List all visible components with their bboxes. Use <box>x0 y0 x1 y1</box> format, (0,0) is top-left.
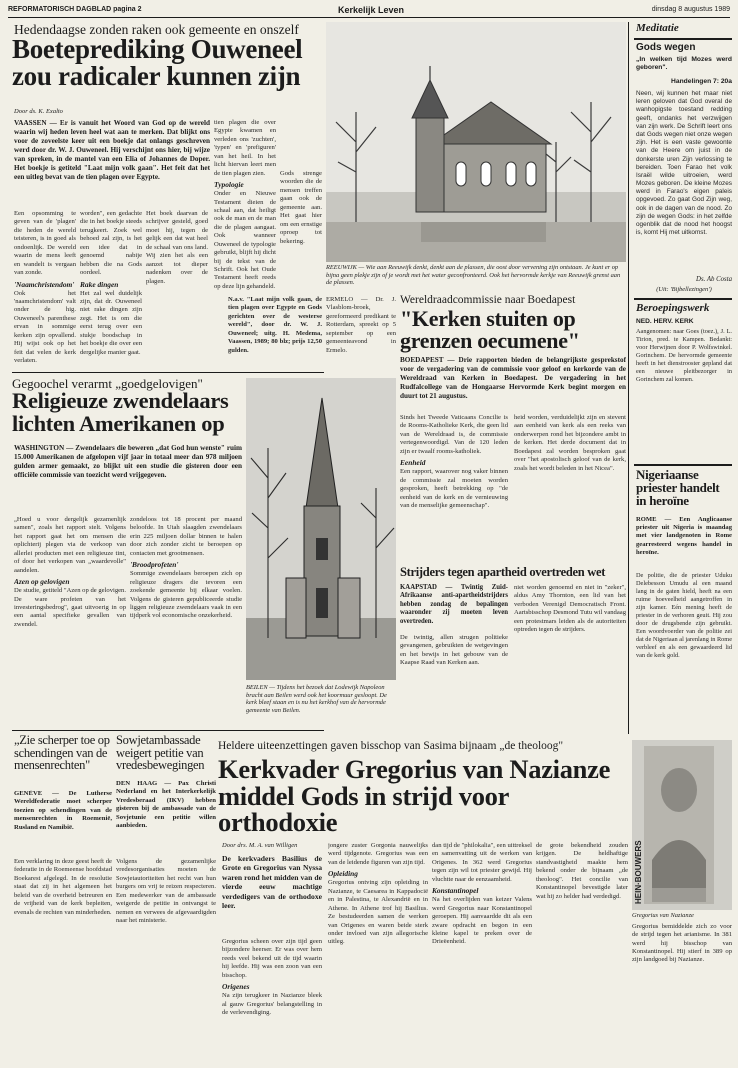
art3-lead-wrap <box>14 444 242 514</box>
art7-kicker-wrap <box>218 740 628 756</box>
art7-sub2: Origenes <box>222 982 250 992</box>
side-verse: „In welken tijd Mozes werd geboren". <box>636 56 732 72</box>
side-tab: Meditatie <box>636 22 679 34</box>
art4-kicker: Strijders tegen apartheid overtreden wet <box>400 566 606 579</box>
art4-lead: KAAPSTAD — Twintig Zuid-Afrikaanse anti-apartheidstrijders hebben zondag de bepalingen waaronder zij moeten leven overtreden. <box>400 584 508 625</box>
art7-headline-wrap <box>218 756 628 836</box>
art3-headline-wrap <box>12 390 242 442</box>
art1-sub2: Typologie <box>214 180 244 190</box>
art2-headline-wrap <box>400 308 626 356</box>
art3-col2: zondeloos tot 18 procent per maand beloofde. In Utah slaagden zwendelaars erin 225 miljoen dollar binnen te halen door zich zonder zicht te beroepen op contacten met grootmensen. 'Broodprofeten' Sommige zwendelaars beroepen zich op religieuze dragers die tevoren een zoekende gemeente bij elkaar voelen. Volgens de gisteren gepubliceerde studie liggen religieuze zwendelaars vaak in een tijdperk vol economische onzekerheid. <box>130 516 242 620</box>
church-illustration <box>326 22 626 262</box>
beroep-tab-wrap <box>636 302 732 316</box>
side-title: Gods wegen <box>636 42 696 53</box>
art2-headline: "Kerken stuiten op grenzen oecumene" <box>400 308 580 353</box>
photo-beilen-church <box>246 378 396 680</box>
art5-kicker: „Zie scherper toe op schendingen van de mensenrechten" <box>14 734 110 772</box>
art5-kicker-wrap <box>14 734 112 786</box>
beroep-tab: Beroepingswerk <box>636 302 710 314</box>
side-author: Ds. Ab Costa <box>696 276 732 283</box>
art6-lead-wrap <box>116 780 216 856</box>
art1-col4: tien plagen die over Egypte kwamen en verleden ons 'zuchten', 'typen' en 'prefiguren' van het heil. In het licht hiervan leert men de tien plagen zien. Typologie Onder en Nieuwe Testament dieien de schaal aan, dat heiligt ook de man en de man die de plagen aangaat. Ook wanneer Ouweneel de typologie gebruikt, blijft hij dicht bij de tekst van de Schrift. Ook het Oude Testament heeft reeds op deze lijn gehandeld. <box>214 119 276 290</box>
art3-rule <box>12 730 324 731</box>
bust-text-wrap: Gregorius van Nazianze Gregorius bemiddelde zich zo voor de strijd tegen het arianisme. In 381 werd hij bisschop van Konstantinopel. Hij stierf in 389 op zijn landgoed bij Nazianze. <box>632 912 732 964</box>
art1-sub1: 'Naamchristendom' <box>14 279 75 289</box>
art6-kicker: Sowjetambassade weigert petitie van vredesbewegingen <box>116 734 205 772</box>
art7-lead-wrap <box>222 854 322 936</box>
art1-lead-wrap <box>14 119 210 205</box>
bust-caption: Gregorius van Nazianze <box>632 912 694 919</box>
art2-col2: heid worden, verduidelijkt zijn en stevent aan eenheid van kerk als een reeks van onderwerpen rond het bijzondere ambt in de kerken. Het derde document dat in Boedapest zal worden besproken gaat over "het apostolisch geloof van de kerk, zoals het wordt beleden in het Nicea". <box>514 414 626 472</box>
art7-headline: Kerkvader Gregorius van Nazianze middel Gods in strijd voor orthodoxie <box>218 756 611 836</box>
art7-kicker: Heldere uiteenzettingen gaven bisschop van Sasima bijnaam „de theoloog" <box>218 740 564 752</box>
nigeria-lead: ROME — Een Anglicaanse priester uit Nigeria is maandag met vier landgenoten in Rome gearresteerd wegens handel in heroïne. <box>636 516 732 556</box>
art7-sub1: Opleiding <box>328 869 358 879</box>
nigeria-headline-wrap <box>636 468 732 514</box>
nigeria-headline: Nigeriaanse priester handelt in heroïne <box>636 468 720 508</box>
art5-lead: GENÈVE — De Lutherse Wereldfederatie moet scherper toezien op schendingen van de mensenrechten in Roemenië, Rusland en Namibië. <box>14 790 112 831</box>
art7-byline-wrap <box>222 842 322 852</box>
art7-col2: jongere zuster Gorgonia nauwelijks werd tijdgenote. Gregorius was een van de leidende figuren van zijn tijd. Opleiding Gregorius ontving zijn opleiding in Nazianze, te Caesarea in Kappadocië en in Palestina, te Alexandrië en in Athene. In Athene trof hij Basilius. Ze bestudeerden samen de werken van Origenes en waren beide sterk onder invloed van zijn allegorische uitleg. <box>328 842 428 946</box>
masthead-date: dinsdag 8 augustus 1989 <box>651 6 730 13</box>
photo-reeuwijk-church <box>326 22 626 262</box>
art4-col2: niet worden genoemd en niet in "zeker", aldus Amy Thornton, een lid van het verboden Verenigd Democratisch Front. Aartsbisschop Desmond Tutu wil vandaag een protestmars leiden als de autoriteiten optreden tegen de strijders. <box>514 584 626 634</box>
photo1-caption-wrap <box>326 264 626 290</box>
masthead <box>8 4 730 18</box>
art1-headline-wrap <box>12 36 322 108</box>
side-footer: (Uit: 'Bijbellezingen') <box>656 286 712 293</box>
art2-lead: BOEDAPEST — Drie rapporten bieden de belangrijkste gesprekstof voor de vergadering van de commissie voor geloof en kerkorde van de Wereldraad van Kerken in Boedapest. De vergadering in het Rudfalcollege van de Hongaarse Hervormde Kerk begint morgen en duurt tot 21 augustus. <box>400 356 626 400</box>
masthead-rule <box>8 17 730 18</box>
photo1-caption: REEUWIJK — Wie aan Reeuwijk denkt, denkt aan de plassen, die oost door vervening zijn ontstaan. Je kunt er op bijna geen plekje zijn of je wordt met het water geconfronteerd. Ook het hervormde kerkje van Reeuwijk grenst aan de plassen. <box>326 264 621 287</box>
photo2-caption: BEILEN — Tijdens het bezoek dat Lodewijk Napoleon bracht aan Beilen werd ook het koormuur gesloopt. De kerk bleef staan en is nu het kerkhof van de hervormde gemeente van Beilen. <box>246 684 387 715</box>
side-tab-wrap <box>636 22 732 36</box>
art4-kicker-wrap <box>400 566 626 582</box>
art7-col3: dan tijd de "philokalia", een uittreksel en samenvatting uit de werken van Origenes. In 362 werd Gregorius tegen zijn wil tot priester gewijd. Hij vluchtte naar de eenzaamheid. Konstantinopel Na het overlijden van keizer Valens werd Gregorius naar Konstantinopel geroepen. Hij aanvaardde dit als een zware opdracht en begon in een kleine kapel te preken over de Drieëenheid. <box>432 842 532 946</box>
masthead-left: REFORMATORISCH DAGBLAD pagina 2 <box>8 6 142 13</box>
art2-kicker-wrap <box>400 294 626 308</box>
beroep-church-wrap <box>636 318 732 328</box>
art6-col1: Volgens de gezamenlijke vredesorganisaties moeten de Sowjetautoriteiten het recht van hun burgers om vrij te reizen respecteren. Een medewerker van de ambassade weigerde de petitie in ontvangst te nemen en verwees de afgevaardigden naar het ministerie. <box>116 858 216 925</box>
photo2-caption-wrap <box>246 684 396 728</box>
art5-col1: Een verklaring in deze geest heeft de federatie in de Roemeense hoofdstad Boekarest afgelegd. In de resolutie staat dat zij in het algemeen het beleid van de overheid betreuren en de vrijheid van de kerk bepleiten, evenals de rechten van minderheden. <box>14 858 112 916</box>
art2-sub1: Eenheid <box>400 458 426 468</box>
art1-book-box <box>228 296 322 358</box>
art1-col2: worden", een gedachte die in het boekje steeds terugkeert. Zoek wel behoed zal zijn, is het een idee dat in genoemd nabije hebben die na Gods oordeel. Rake dingen Het zal wel duidelijk zijn, dat dr. Ouweneel niet rake dingen zijn zegt. Het is om die eerst terug over een stukje boodschap in het boekje die over een dergelijke manier gaat. <box>80 210 142 356</box>
art6-lead: DEN HAAG — Pax Christi Nederland en het Interkerkelijk Vredesberaad (IKV) hebben gisteren bij de ambassade van de Sovjetunie een petitie willen aanbieden. <box>116 780 216 829</box>
art1-byline: Door ds. K. Exalto <box>14 108 63 115</box>
ermelo-wrap <box>326 296 396 374</box>
art1-headline: Boeteprediking Ouweneel zou radicaler kunnen zijn <box>12 36 303 91</box>
art4-lead-wrap <box>400 584 508 634</box>
art4-col1: De twintig, allen strugen politieke gevangenen, gebruikten de wetgevingen en het bewijs in het gebouw van de Kaapse Raad van Kerken aan. <box>400 634 508 667</box>
side-author-wrap <box>636 276 732 286</box>
sidebar-divider <box>628 22 629 734</box>
art6-kicker-wrap <box>116 734 216 778</box>
art7-col4: de grote bekendheid zouden krijgen. De heldhaftige standvastigheid maakte hem bekend onder de bijnaam „de theoloog". Het concilie van Konstantinopel bevestigde later wat hij zo helder had verdedigd. <box>536 842 628 900</box>
art2-kicker: Wereldraadcommissie naar Boedapest <box>400 294 576 306</box>
nigeria-body: De politie, die de priester Uduku Delebesson Umudu al een maand lang in de gaten hield, heeft na een ruime hoeveelheid aangetroffen in zijn kamer. Eén mening heeft de priester in de verhoren geuit. Hij zou door de drugsbende zijn gebruikt. Een woordvoerder van de politie zei dat de Nigeriaan al jarenlang in Rome verbleef en als een gewaardeerd lid van de kerk gold. <box>636 572 732 660</box>
beroep-body: Aangenomen: naar Goes (toez.), J. L. Tirion, pred. te Kampen. Bedankt: voor Herwijnen door P. Wolfswinkel. Gorinchem. De hervormde gemeente heeft in het dienstrooster gepland dat een nieuwe pleitbezorger in Gorinchem zal komen. <box>636 328 732 384</box>
side-footer-wrap <box>636 286 732 296</box>
nigeria-rule <box>634 464 732 466</box>
art3-kicker: Gegoochel verarmt „goedgelovigen" <box>12 376 203 391</box>
art1-col1: Een opsomming te geven van de 'plagen' die heden de wereld teisteren, is in goed als ondoenlijk. De wereld waarin de mens leeft en wandelt is vergaan van zonde. 'Naamchristendom' Ook het 'naamchristendom' valt onder de hig. Ouweneel's parenthese ervan in sommige kerken zijn opvallend. Hij wijst ook op het feit dat velen de kerk verlaten. <box>14 210 76 364</box>
art3-sub1: Azen op gelovigen <box>14 577 70 587</box>
art3-sub2: 'Broodprofeten' <box>130 560 179 570</box>
side-body: Neen, wij kunnen het maar niet leren geloven dat God overal de wanhopigste toestand redding geeft, ondanks het verzwijgen van zijn werk. De Schrift leert ons dat Gods wegen niet onze wegen zijn. Het is een vaste gewoonte van de Heere om juist in de donkerste uren Zijn verlossing te bereiden. Toen Farao het volk Israël wilde uitroeien, werd Mozes geboren. De kleine Mozes werd in Farao's eigen paleis opgevoed. Zo gaat God Zijn weg, ook in de dagen van de nood. Zo zijn de wegen Gods: in het zelfde ogenblik dat de nood het hoogst is, komt Hij met uitkomst. <box>636 90 732 237</box>
art1-byline-wrap <box>14 108 84 118</box>
art7-lead: De kerkvaders Basilius de Grote en Gregorius van Nyssa waren rond het midden van de vierde eeuw machtige verdedigers van de orthodoxe leer. <box>222 854 322 911</box>
art1-lead: VAASSEN — Er is vanuit het Woord van God op de wereld waarin wij heden leven heel wat aan te merken. Dat blijkt ons voor de zoveelste keer uit een boekje dat onlangs geschreven werd door dr. W. J. Ouweneel. Hij verschijnt ons hier, bij wijze van spreken, in de mantel van een Elia of Johannes de Doper. Het boekje is getiteld "Laat mijn volk gaan". Het feit dat het een uitleg bevat van de tien plagen over Egypte. <box>14 119 210 181</box>
side-ref-wrap <box>636 78 732 88</box>
ermelo-text: ERMELO — Dr. J. Vlasblom-broek, gereformeerd predikant te Rotterdam, spreekt op 5 september op een gemeenteavond in Ermelo. <box>326 296 396 354</box>
beroep-church: NED. HERV. KERK <box>636 318 694 325</box>
side-verse-wrap <box>636 56 732 78</box>
tower-illustration <box>246 378 396 680</box>
art7-byline: Door drs. M. A. van Willigen <box>222 842 298 849</box>
side-ref: Handelingen 7: 20a <box>671 78 732 85</box>
side-title-wrap <box>636 42 732 56</box>
nigeria-lead-wrap <box>636 516 732 570</box>
bust-label: HEIN·BOUWERS <box>634 840 643 904</box>
masthead-section: Kerkelijk Leven <box>338 5 405 15</box>
side-rule <box>634 38 732 40</box>
beroep-rule <box>634 298 732 300</box>
art1-col3: Het boek daarvan de schrijver gesteld, goed moet hij, tegen de gelijk een dat wat heel de schaal van ons land. Wij zien het als een aanzet tot dieper nadenken over de plagen. <box>146 210 208 285</box>
art5-lead-wrap <box>14 790 112 856</box>
photo-bust <box>632 740 732 910</box>
art3-lead: WASHINGTON — Zwendelaars die beweren „dat God hun wenste" ruim 15.000 Amerikanen de afgelopen vijf jaar in totaal meer dan 978 miljoen gulden armer gemaakt, zo blijkt uit een studie die gisteren door een officiële commissie van toezicht werd vrijgegeven. <box>14 444 242 479</box>
art2-lead-wrap <box>400 356 626 412</box>
art3-headline: Religieuze zwendelaars lichten Amerikanen op <box>12 390 229 436</box>
art1-sub3: Rake dingen <box>80 279 119 289</box>
art7-sub3: Konstantinopel <box>432 886 479 896</box>
art3-col1: „Hoed u voor dergelijk gezamenlijk samen", zoals het rapport stelt. Volgens het rapport gaat het om mensen die oplichterij plegen via de verkoop van allerlei producten met een religieuze tint, of door het verkopen van „waardevolle" aandelen. Azen op gelovigen De studie, getiteld "Azen op de gelovigen. De ware profeten van het investeringsbedrog", gaat uitvoerig in op een aantal specifieke gevallen van zwendel. <box>14 516 126 628</box>
art1-rule <box>12 372 324 373</box>
art7-col1: Gregorius scheen over zijn tijd geen bijzondere heerser. Er was over hem reeds veel bekend uit de tijd waarin hij leefde. Hij was een zoon van een bisschop. Origenes Na zijn terugkeer in Nazianze bleek al gauw Gregorius' belangstelling in de verlevendiging. <box>222 938 322 1017</box>
art1-kicker: Hedendaagse zonden raken ook gemeente en onszelf <box>14 22 299 37</box>
art1-col5: Gods strenge woorden die de mensen treffen gaan ook de gemeente aan. Het gaat hier om een ernstige oproep tot bekering. <box>280 170 322 245</box>
art1-book-info: N.a.v. "Laat mijn volk gaan, de tien plagen over Egypte en Gods gerichten over de westerse wereld", door dr. W. J. Ouweneel; uitg. H. Medema, Vaassen, 1989; 80 blz; prijs 12,50 gulden. <box>228 296 322 354</box>
art2-col1: Sinds het Tweede Vaticaans Concilie is de Rooms-Katholieke Kerk, die geen lid van de Wereldraad is, de commissie vertegenwoordigd. Van de 120 leden zijn er twaalf rooms-katholiek. Eenheid Een rapport, waarover nog vaker binnen de commissie zal moeten worden gesproken, heeft betrekking op "de eenheid van de kerk en de vernieuwing van de menselijke gemeenschap". <box>400 414 508 509</box>
